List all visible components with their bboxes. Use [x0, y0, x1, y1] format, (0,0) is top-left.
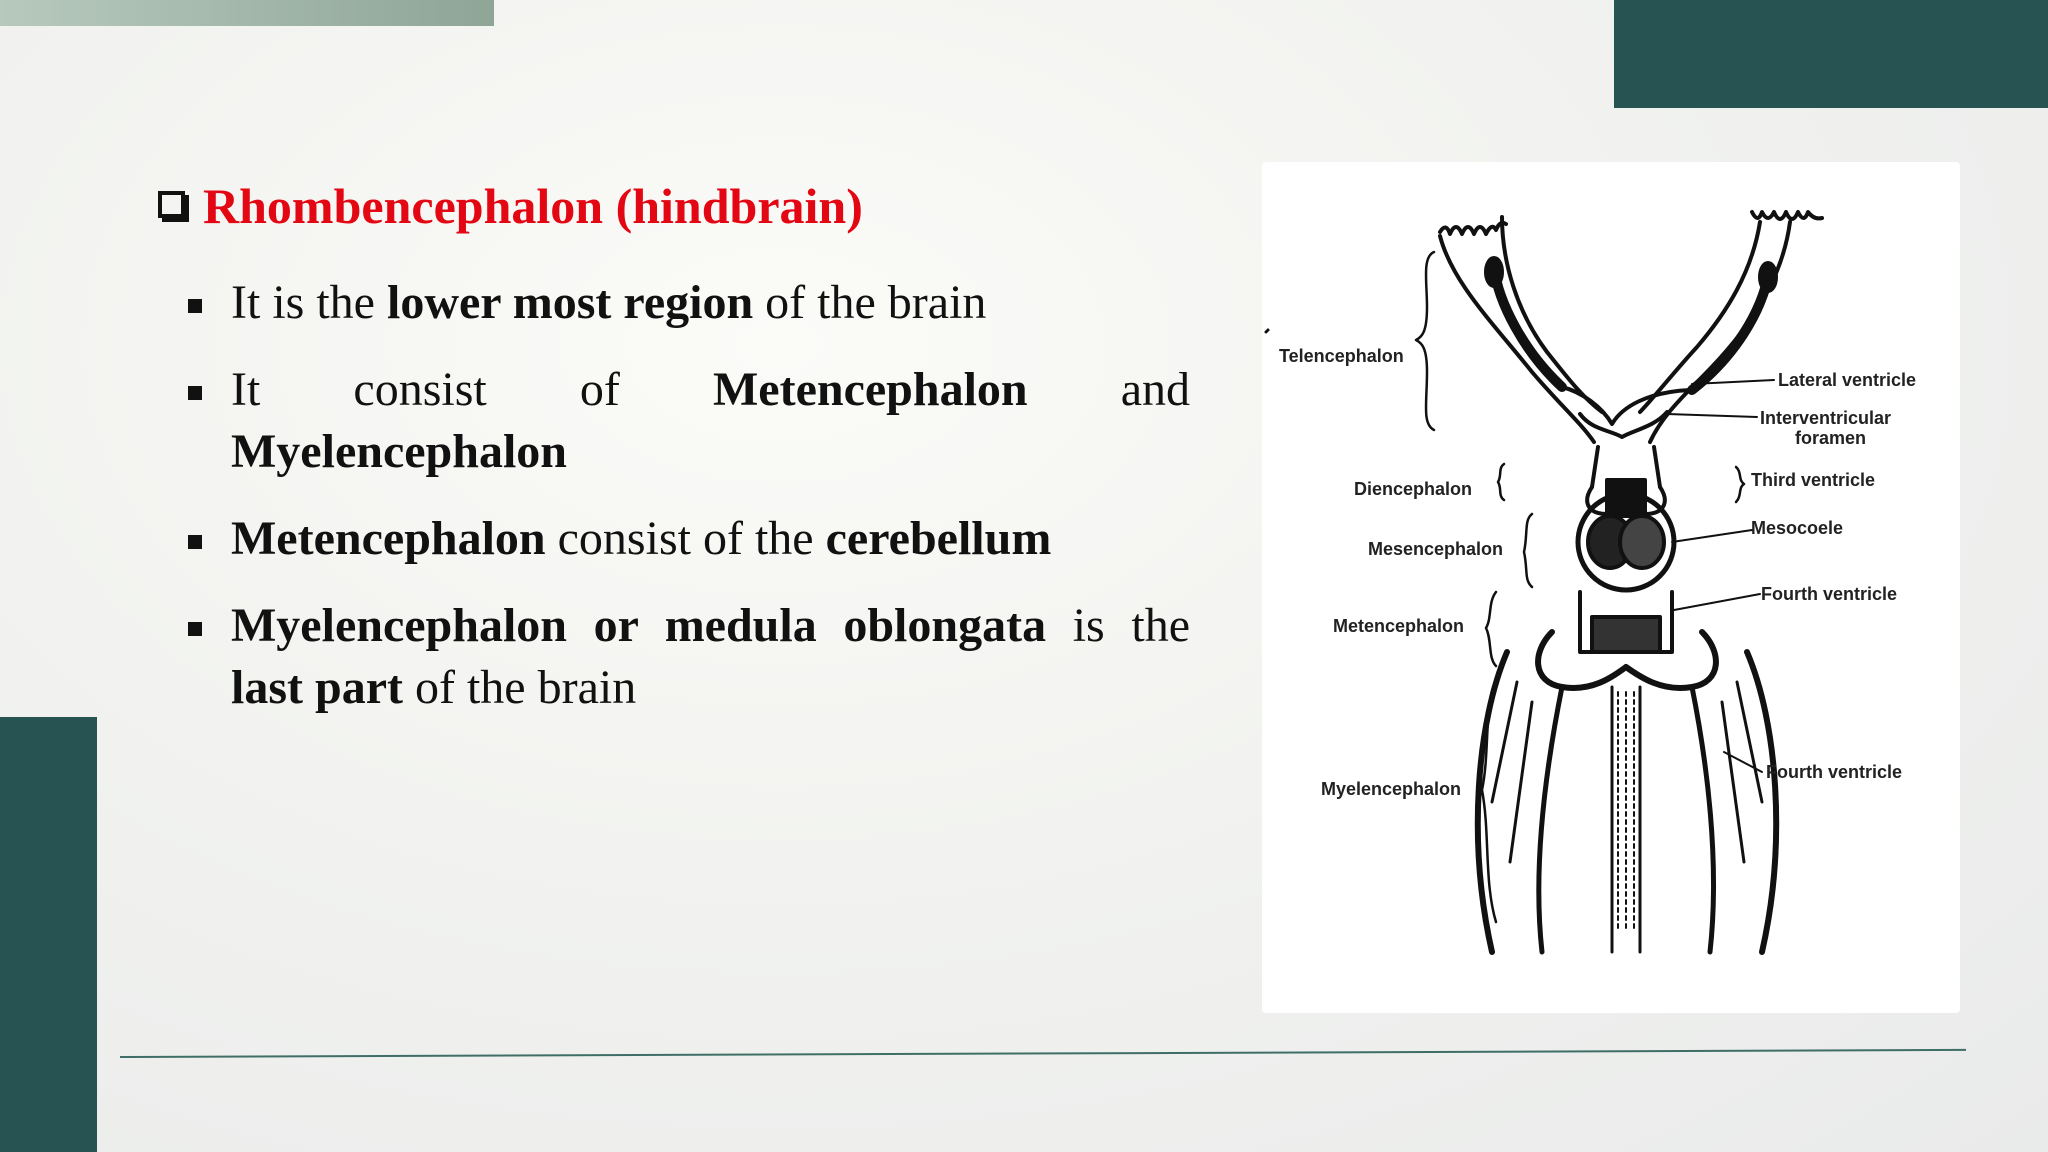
label-interventricular: Interventricular: [1760, 408, 1892, 428]
left-ventricle-tip: [1486, 258, 1502, 286]
fourth-ventricle-leader-1: [1674, 594, 1760, 610]
bullet-emphasis: last part: [231, 661, 403, 714]
bullet-text: It is the: [231, 276, 387, 329]
label-third-ventricle: Third ventricle: [1751, 470, 1876, 490]
telencephalon-bracket: [1416, 252, 1434, 430]
bullet-emphasis: cerebellum: [825, 512, 1052, 565]
checkbox-bullet-icon: [158, 191, 185, 218]
top-right-accent-block: [1614, 0, 2048, 108]
bullet-item: [186, 595, 1190, 719]
bullet-emphasis: Myelencephalon or medula oblongata: [231, 599, 1047, 652]
label-fourth-ventricle-upper: Fourth ventricle: [1761, 584, 1898, 604]
right-fringe-icon: [1752, 212, 1822, 219]
top-left-accent-bar: [0, 0, 494, 26]
label-diencephalon: Diencephalon: [1354, 479, 1473, 499]
bullet-item: [186, 272, 1190, 334]
bullet-item: [186, 359, 1190, 483]
brain-diagram: [1262, 162, 1960, 1013]
bullet-text: It consist of: [231, 363, 713, 416]
label-lateral-ventricle: Lateral ventricle: [1778, 370, 1917, 390]
slide-heading: [158, 176, 863, 236]
cerebellum-shade: [1592, 617, 1660, 652]
mesocoele-right: [1620, 516, 1664, 568]
diencephalon-bracket: [1498, 464, 1504, 500]
interventricular-leader: [1667, 414, 1757, 417]
bullet-emphasis: lower most region: [386, 276, 754, 329]
label-mesocoele: Mesocoele: [1751, 518, 1844, 538]
bullet-list: [186, 272, 1190, 744]
bullet-emphasis: Myelencephalon: [231, 425, 567, 478]
bullet-emphasis: Metencephalon: [712, 363, 1028, 416]
right-lateral-ventricle: [1692, 272, 1769, 390]
bullet-text: is the: [1046, 599, 1190, 652]
footer-divider: [120, 1049, 1966, 1058]
left-fringe-icon: [1440, 223, 1506, 234]
bottom-left-accent-block: [0, 717, 97, 1152]
right-ventricle-tip: [1760, 263, 1776, 291]
medulla-outer-outline: [1478, 652, 1776, 952]
label-mesencephalon: Mesencephalon: [1368, 539, 1504, 559]
label-foramen: foramen: [1795, 428, 1867, 448]
margin-mark: [1266, 330, 1268, 332]
third-ventricle-bracket: [1736, 467, 1744, 502]
myelencephalon-bracket: [1482, 680, 1496, 922]
bullet-text: and: [1027, 363, 1191, 416]
mesocoele-leader: [1672, 530, 1752, 542]
heading-text: Rhombencephalon (hindbrain): [203, 178, 863, 234]
label-telencephalon: Telencephalon: [1279, 346, 1404, 366]
bullet-text: consist of the: [545, 512, 826, 565]
mesencephalon-bracket: [1524, 514, 1532, 587]
bullet-text: of the brain: [753, 276, 987, 329]
brain-drawing: [1266, 212, 1822, 952]
label-metencephalon: Metencephalon: [1333, 616, 1465, 636]
bullet-text: of the brain: [402, 661, 637, 714]
label-fourth-ventricle-lower: Fourth ventricle: [1766, 762, 1903, 782]
bullet-item: [186, 508, 1190, 570]
metencephalon-bracket: [1486, 592, 1496, 666]
bullet-emphasis: Metencephalon: [231, 512, 546, 565]
brain-diagram-svg: [1262, 162, 1960, 1013]
medulla-hatching: [1618, 692, 1634, 932]
label-myelencephalon: Myelencephalon: [1321, 779, 1462, 799]
